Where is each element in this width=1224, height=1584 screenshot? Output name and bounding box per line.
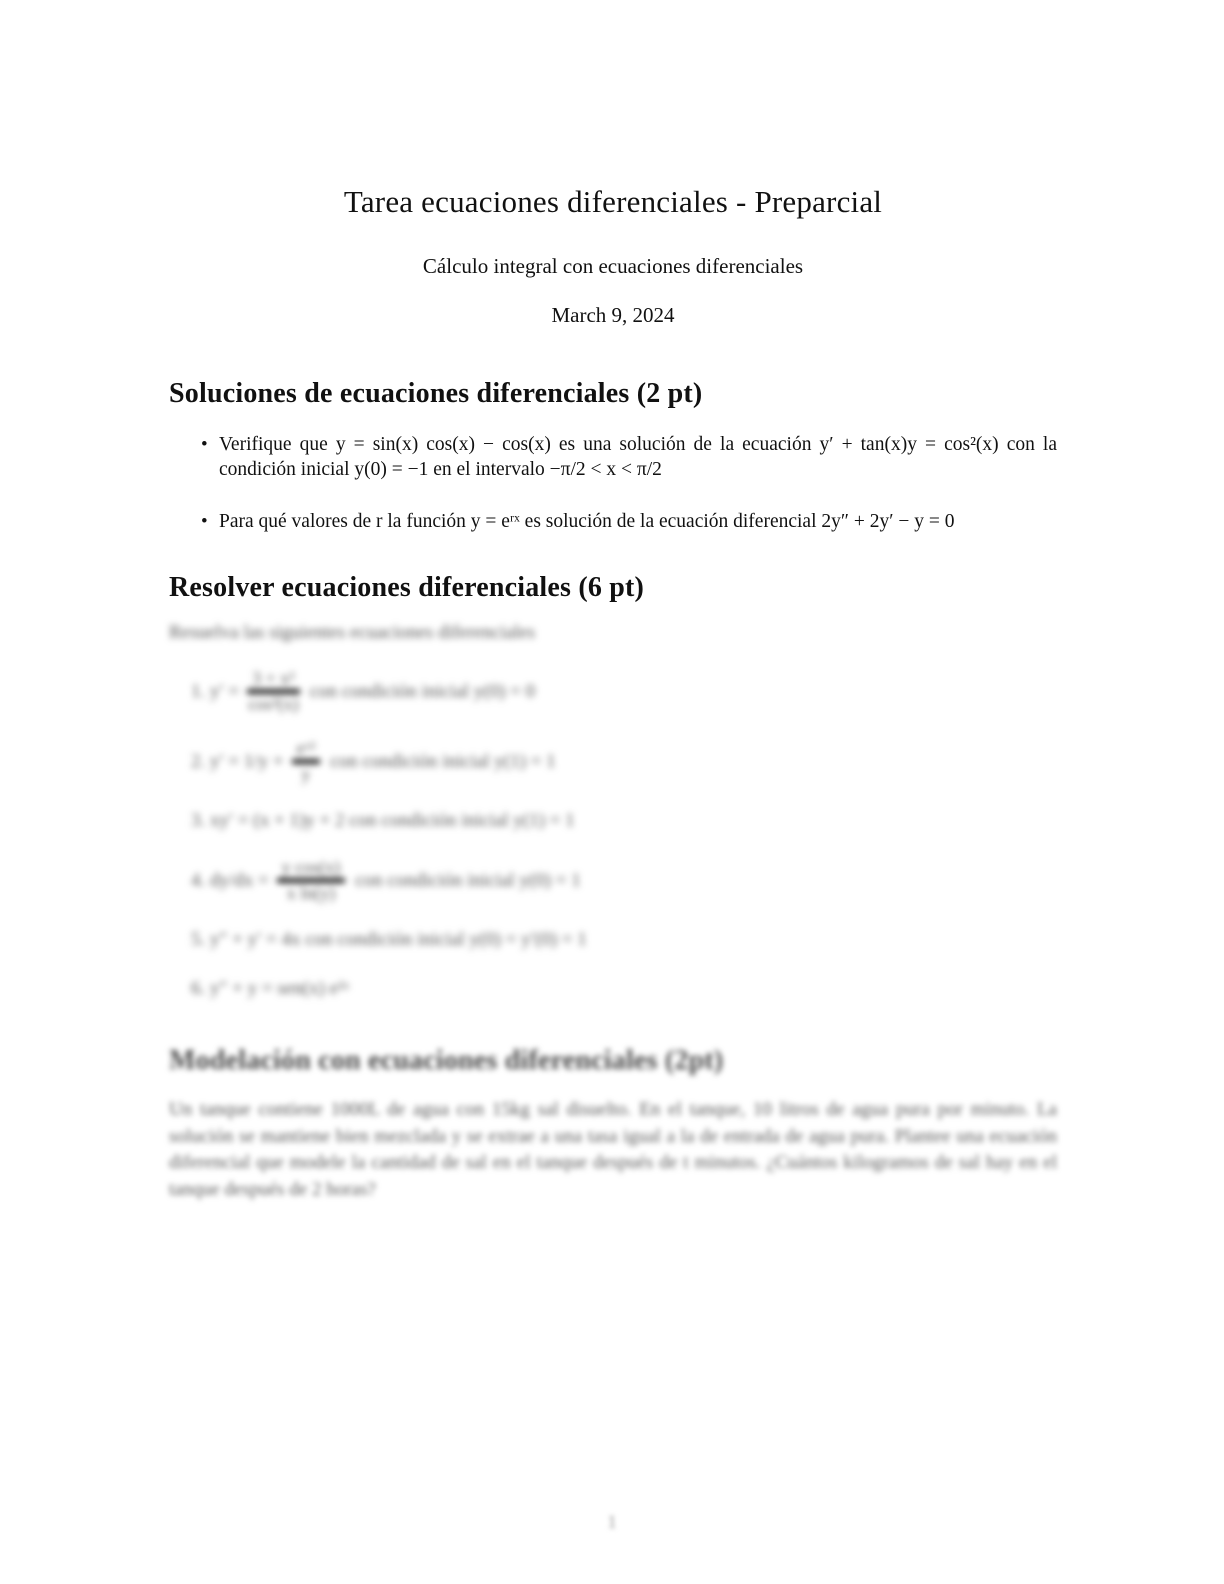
- bullet-valores-de-r: • Para qué valores de r la función y = eʳˣ es solución de la ecuación diferencial 2y″ + 2y′ − y = 0: [219, 509, 1057, 534]
- equation-text: 6. y″ + y = sen(x) e²ˣ: [191, 978, 350, 1000]
- document-page: [169, 0, 1057, 1203]
- equation-item-1: [191, 669, 1057, 714]
- equation-item-3: [191, 809, 1057, 833]
- equation-item-6: [191, 977, 1057, 1001]
- equation-text: 1. y′ =: [191, 680, 240, 702]
- blurred-modeling-paragraph: Un tanque contiene 1000L de agua con 15kg sal disuelto. En el tanque, 10 litros de agua pura por minuto. La solución se mantiene bien mezclada y se extrae a una tasa igual a la de entrada de agua pura. Plantee una ecuación diferencial que modele la cantidad de sal en el tanque después de t minutos. ¿Cuántos kilogramos de sal hay en el tanque después de 2 horas?: [169, 1099, 1057, 1200]
- document-title: Tarea ecuaciones diferenciales - Preparcial: [343, 184, 883, 219]
- fraction: $\frac{\text{y cos(x)}}{\text{x ln(y)}}$: [277, 858, 345, 903]
- equation-condition: con condición inicial y(0) = 1: [355, 869, 581, 891]
- fraction: $\frac{\text{eˣ²}}{y}$: [292, 739, 321, 784]
- blurred-equation-list: [169, 669, 1057, 1001]
- equation-text: 4. dy/dx =: [191, 869, 269, 891]
- page-number: 1: [607, 1512, 617, 1533]
- document-subtitle: Cálculo integral con ecuaciones diferenciales: [422, 254, 804, 278]
- solutions-bullet-list: [169, 432, 1057, 534]
- section-heading-resolver: Resolver ecuaciones diferenciales (6 pt): [169, 572, 645, 603]
- equation-condition: con condición inicial y(1) = 1: [330, 750, 556, 772]
- equation-item-5: [191, 928, 1057, 952]
- blurred-section-heading-modelacion: Modelación con ecuaciones diferenciales (2pt): [169, 1045, 724, 1077]
- fraction: $\frac{\text{3 + x²}}{\text{cos²(x)}}$: [248, 668, 299, 715]
- section-heading-soluciones: Soluciones de ecuaciones diferenciales (2 pt): [169, 378, 703, 409]
- blurred-intro-line: Resuelva las siguientes ecuaciones diferenciales: [169, 622, 536, 643]
- document-date: March 9, 2024: [551, 303, 675, 327]
- equation-text: 3. xy′ = (x + 1)y + 2 con condición inicial y(1) = 1: [191, 810, 575, 832]
- equation-text: 5. y″ + y′ = 4x con condición inicial y(0) = y′(0) = 1: [191, 929, 587, 951]
- equation-item-4: [191, 858, 1057, 903]
- equation-item-2: [191, 739, 1057, 784]
- equation-condition: con condición inicial y(0) = 0: [309, 680, 536, 702]
- equation-text: 2. y′ = 1/y +: [191, 750, 284, 772]
- bullet-verifique-solucion: • Verifique que y = sin(x) cos(x) − cos(x) es una solución de la ecuación y′ + tan(x)y = cos²(x) con la condición inicial y(0) = −1 en el intervalo −π/2 < x < π/2: [219, 432, 1057, 482]
